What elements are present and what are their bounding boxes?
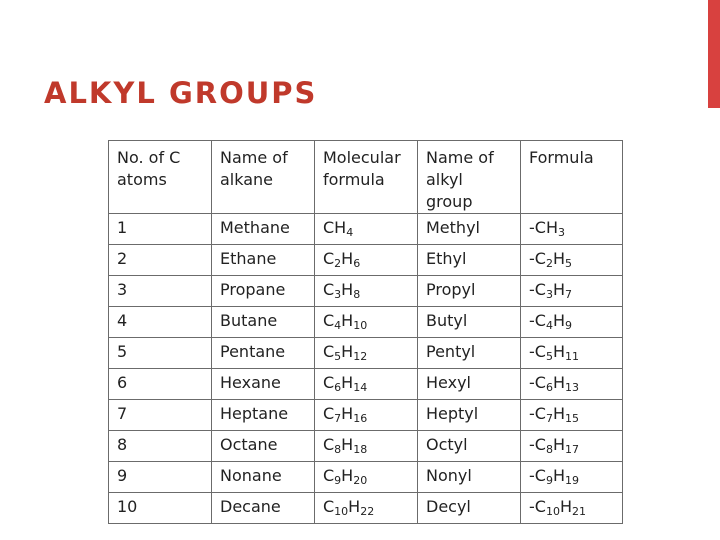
formula-symbol: H [341,342,354,361]
formula-symbol: H [559,497,572,516]
formula-symbol: C [323,404,335,423]
alkyl-formula-cell [521,338,623,369]
alkyl-name-cell: Butyl [418,307,521,338]
alkane-name-cell: Propane [212,276,315,307]
formula-subscript: 21 [571,505,586,518]
alkane-name-cell: Butane [212,307,315,338]
carbon-count-cell: 4 [109,307,212,338]
carbon-count-cell: 1 [109,214,212,245]
alkyl-groups-table [108,140,623,524]
formula-subscript: 4 [334,319,342,332]
alkyl-formula-cell [521,369,623,400]
alkyl-formula-cell [521,493,623,524]
formula-symbol: H [341,466,354,485]
formula-subscript: 6 [353,257,361,270]
molecular-formula-cell [315,462,418,493]
formula-subscript: 4 [346,226,354,239]
formula-subscript: 20 [353,474,368,487]
table-row [109,245,623,276]
accent-bar [708,0,720,108]
formula-symbol: -C [529,435,546,454]
carbon-count-cell: 9 [109,462,212,493]
header-alkane-name: Name of alkane [212,141,315,214]
header-alkyl-formula: Formula [521,141,623,214]
alkyl-name-cell: Decyl [418,493,521,524]
formula-symbol: -C [529,311,546,330]
formula-symbol: C [323,218,335,237]
alkyl-name-cell: Hexyl [418,369,521,400]
formula-subscript: 15 [564,412,579,425]
formula-symbol: C [323,311,335,330]
formula-symbol: H [341,280,354,299]
formula-subscript: 12 [353,350,368,363]
molecular-formula-cell [315,276,418,307]
alkane-name-cell: Methane [212,214,315,245]
alkyl-formula-cell [521,400,623,431]
formula-subscript: 10 [334,505,349,518]
molecular-formula-cell [315,245,418,276]
formula-symbol: H [341,404,354,423]
formula-symbol: -C [529,249,546,268]
formula-symbol: C [323,435,335,454]
formula-subscript: 9 [545,474,553,487]
alkyl-name-cell: Ethyl [418,245,521,276]
formula-symbol: H [341,249,354,268]
table-row [109,307,623,338]
alkyl-name-cell: Octyl [418,431,521,462]
molecular-formula-cell [315,338,418,369]
formula-subscript: 11 [564,350,579,363]
formula-symbol: -C [529,404,546,423]
formula-subscript: 5 [564,257,572,270]
table-row [109,493,623,524]
alkyl-formula-cell [521,462,623,493]
formula-symbol: -C [529,497,546,516]
formula-symbol: H [334,218,347,237]
formula-subscript: 22 [360,505,375,518]
formula-symbol: H [545,218,558,237]
formula-subscript: 16 [353,412,368,425]
alkyl-name-cell: Methyl [418,214,521,245]
formula-symbol: H [552,404,565,423]
table-row [109,338,623,369]
formula-subscript: 10 [353,319,368,332]
carbon-count-cell: 3 [109,276,212,307]
alkyl-formula-cell [521,214,623,245]
formula-subscript: 3 [545,288,553,301]
formula-subscript: 3 [557,226,565,239]
formula-symbol: C [323,249,335,268]
formula-symbol: C [323,373,335,392]
formula-subscript: 7 [564,288,572,301]
header-alkyl-name: Name of alkyl group [418,141,521,214]
formula-subscript: 6 [334,381,342,394]
alkyl-formula-cell [521,245,623,276]
table-row [109,369,623,400]
table-row [109,462,623,493]
formula-symbol: -C [529,466,546,485]
carbon-count-cell: 2 [109,245,212,276]
formula-symbol: H [348,497,361,516]
alkyl-name-cell: Heptyl [418,400,521,431]
formula-subscript: 4 [545,319,553,332]
formula-subscript: 13 [564,381,579,394]
molecular-formula-cell [315,431,418,462]
alkyl-formula-cell [521,431,623,462]
formula-subscript: 18 [353,443,368,456]
molecular-formula-cell [315,400,418,431]
alkane-name-cell: Heptane [212,400,315,431]
formula-symbol: H [552,311,565,330]
alkane-name-cell: Decane [212,493,315,524]
formula-symbol: -C [529,342,546,361]
formula-symbol: C [323,497,335,516]
carbon-count-cell: 6 [109,369,212,400]
formula-symbol: H [341,435,354,454]
header-molecular-formula: Molecular formula [315,141,418,214]
formula-symbol: -C [529,373,546,392]
formula-symbol: H [341,373,354,392]
formula-subscript: 8 [545,443,553,456]
alkyl-formula-cell [521,276,623,307]
alkane-name-cell: Octane [212,431,315,462]
table-row [109,214,623,245]
alkane-name-cell: Pentane [212,338,315,369]
formula-subscript: 19 [564,474,579,487]
formula-symbol: -C [529,218,546,237]
carbon-count-cell: 8 [109,431,212,462]
table-row [109,431,623,462]
alkane-name-cell: Hexane [212,369,315,400]
formula-symbol: H [552,280,565,299]
formula-subscript: 10 [545,505,560,518]
formula-symbol: H [552,466,565,485]
table-row [109,276,623,307]
formula-symbol: H [552,373,565,392]
formula-subscript: 9 [564,319,572,332]
formula-symbol: C [323,342,335,361]
molecular-formula-cell [315,369,418,400]
formula-subscript: 8 [353,288,361,301]
page-title: ALKYL GROUPS [44,76,318,110]
formula-subscript: 6 [545,381,553,394]
carbon-count-cell: 5 [109,338,212,369]
formula-subscript: 2 [334,257,342,270]
carbon-count-cell: 10 [109,493,212,524]
alkyl-formula-cell [521,307,623,338]
molecular-formula-cell [315,214,418,245]
table-header-row [109,141,623,214]
formula-subscript: 7 [545,412,553,425]
formula-subscript: 8 [334,443,342,456]
formula-symbol: -C [529,280,546,299]
alkane-name-cell: Nonane [212,462,315,493]
molecular-formula-cell [315,493,418,524]
formula-subscript: 5 [334,350,342,363]
formula-symbol: H [552,249,565,268]
formula-subscript: 2 [545,257,553,270]
formula-subscript: 14 [353,381,368,394]
alkyl-name-cell: Nonyl [418,462,521,493]
formula-subscript: 9 [334,474,342,487]
formula-subscript: 7 [334,412,342,425]
alkane-name-cell: Ethane [212,245,315,276]
formula-symbol: C [323,466,335,485]
formula-symbol: H [552,435,565,454]
header-carbon-count: No. of C atoms [109,141,212,214]
formula-subscript: 3 [334,288,342,301]
molecular-formula-cell [315,307,418,338]
table-row [109,400,623,431]
formula-subscript: 5 [545,350,553,363]
formula-subscript: 17 [564,443,579,456]
formula-symbol: H [341,311,354,330]
formula-symbol: H [552,342,565,361]
alkyl-name-cell: Pentyl [418,338,521,369]
alkyl-name-cell: Propyl [418,276,521,307]
carbon-count-cell: 7 [109,400,212,431]
formula-symbol: C [323,280,335,299]
